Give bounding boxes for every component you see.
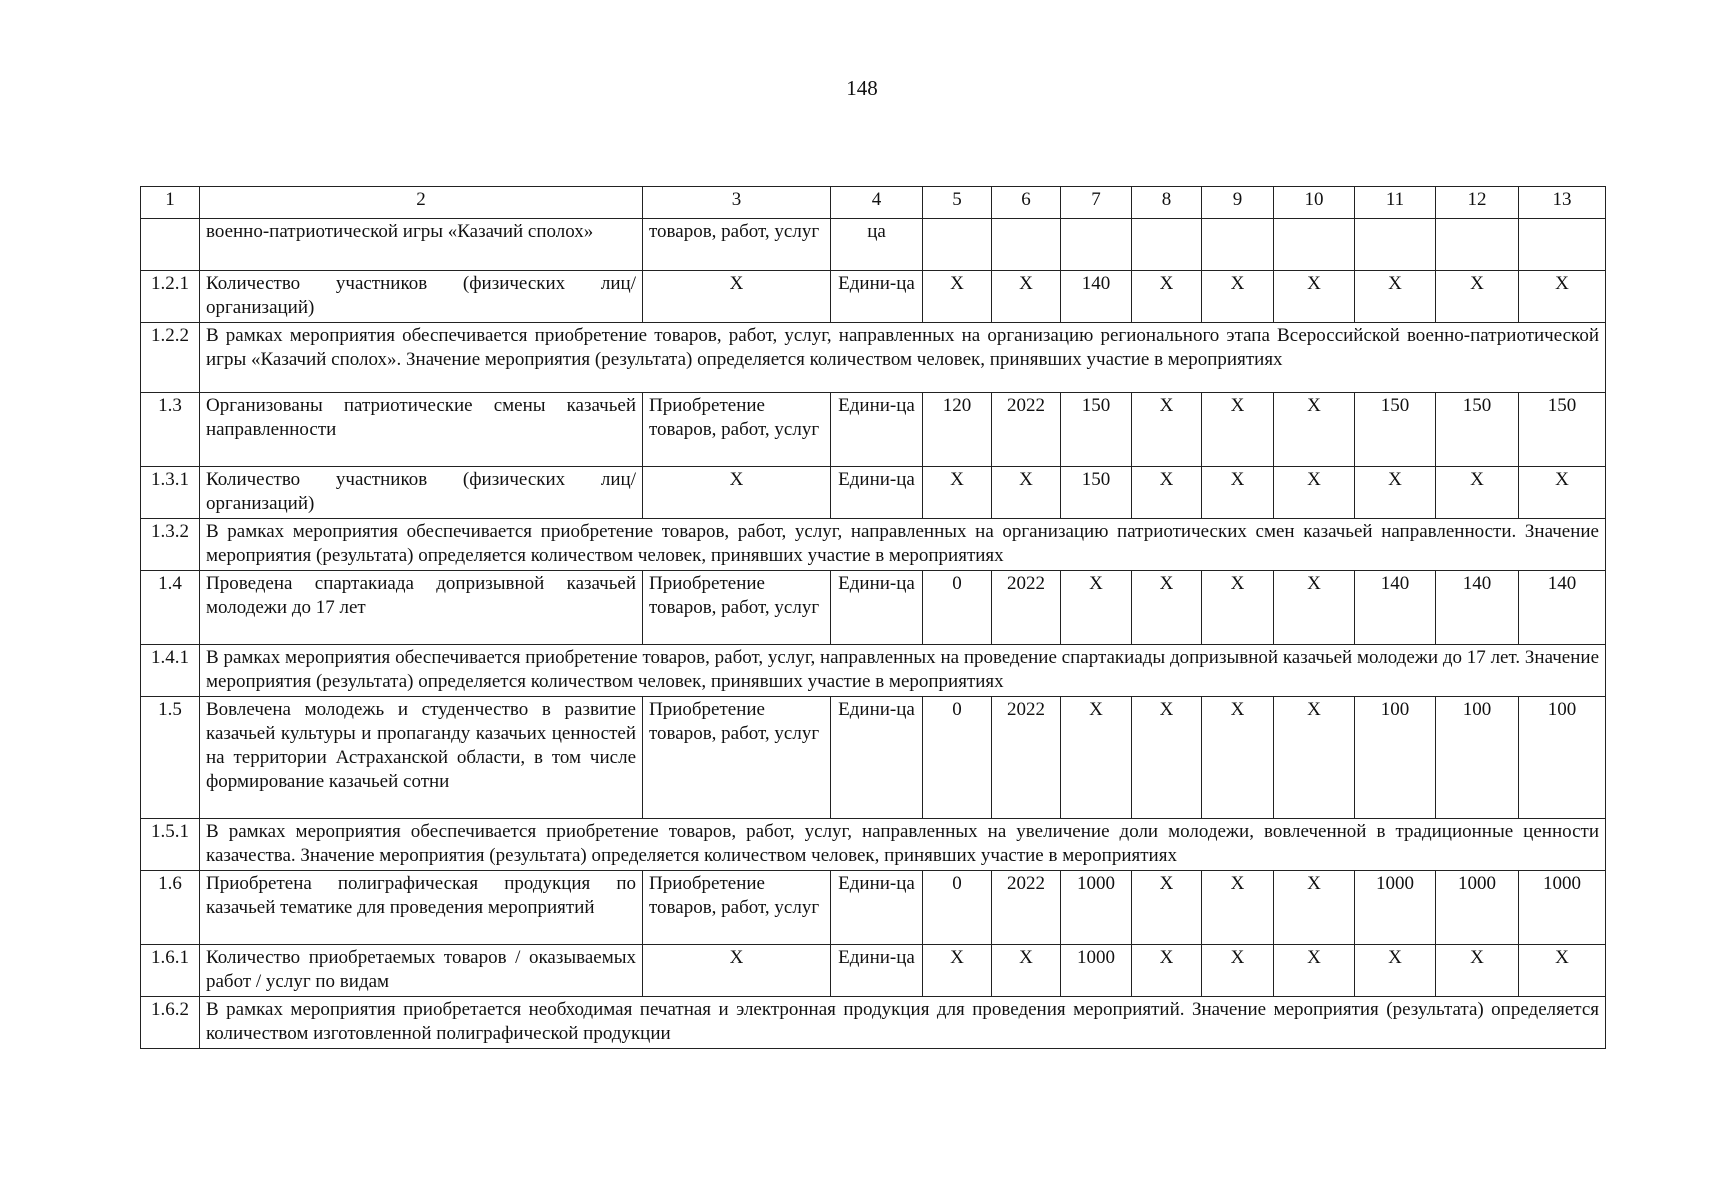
cell-c8: X bbox=[1132, 945, 1202, 997]
cell-c11: X bbox=[1355, 945, 1436, 997]
cell-c13 bbox=[1519, 219, 1606, 271]
cell-c10: X bbox=[1274, 271, 1355, 323]
cell-c12 bbox=[1436, 219, 1519, 271]
table-row bbox=[141, 219, 1606, 271]
table-row bbox=[141, 997, 1606, 1049]
cell-type: X bbox=[643, 467, 831, 519]
cell-name: Организованы патриотические смены казачьей направленности bbox=[200, 393, 643, 467]
page-number: 148 bbox=[846, 76, 878, 100]
cell-c9: X bbox=[1202, 271, 1274, 323]
cell-c8 bbox=[1132, 219, 1202, 271]
cell-c13: X bbox=[1519, 271, 1606, 323]
description-cell: В рамках мероприятия обеспечивается приобретение товаров, работ, услуг, направленных на организацию регионального этапа Всероссийской военно-патриотической игры «Казачий сполох». Значение мероприятия (результата) определяется количеством человек, принявших участие в мероприятиях bbox=[200, 323, 1606, 393]
header-cell-13: 13 bbox=[1519, 187, 1606, 219]
cell-unit: ца bbox=[831, 219, 923, 271]
cell-c11: 100 bbox=[1355, 697, 1436, 819]
table-row bbox=[141, 871, 1606, 945]
cell-num: 1.3.1 bbox=[141, 467, 200, 519]
header-cell-4: 4 bbox=[831, 187, 923, 219]
cell-unit: Едини-ца bbox=[831, 571, 923, 645]
cell-c12: 100 bbox=[1436, 697, 1519, 819]
cell-c12: 140 bbox=[1436, 571, 1519, 645]
cell-num: 1.3 bbox=[141, 393, 200, 467]
table-row bbox=[141, 271, 1606, 323]
header-cell-3: 3 bbox=[643, 187, 831, 219]
cell-name: Проведена спартакиада допризывной казачьей молодежи до 17 лет bbox=[200, 571, 643, 645]
cell-c13: X bbox=[1519, 467, 1606, 519]
cell-c11 bbox=[1355, 219, 1436, 271]
cell-c8: X bbox=[1132, 571, 1202, 645]
cell-c5: 0 bbox=[923, 571, 992, 645]
cell-name: Количество приобретаемых товаров / оказываемых работ / услуг по видам bbox=[200, 945, 643, 997]
cell-c10 bbox=[1274, 219, 1355, 271]
cell-c5: X bbox=[923, 271, 992, 323]
row-number: 1.5.1 bbox=[141, 819, 200, 871]
cell-c7: 140 bbox=[1061, 271, 1132, 323]
cell-c7: 1000 bbox=[1061, 945, 1132, 997]
cell-c7: X bbox=[1061, 697, 1132, 819]
cell-unit: Едини-ца bbox=[831, 393, 923, 467]
table-row bbox=[141, 645, 1606, 697]
cell-num: 1.6.1 bbox=[141, 945, 200, 997]
row-number: 1.2.2 bbox=[141, 323, 200, 393]
cell-num: 1.2.1 bbox=[141, 271, 200, 323]
cell-c5: 120 bbox=[923, 393, 992, 467]
header-row bbox=[141, 187, 1606, 219]
cell-num: 1.4 bbox=[141, 571, 200, 645]
header-cell-2: 2 bbox=[200, 187, 643, 219]
cell-c11: 150 bbox=[1355, 393, 1436, 467]
row-number: 1.3.2 bbox=[141, 519, 200, 571]
header-cell-12: 12 bbox=[1436, 187, 1519, 219]
cell-unit: Едини-ца bbox=[831, 697, 923, 819]
cell-name: Вовлечена молодежь и студенчество в развитие казачьей культуры и пропаганду казачьих ценностей на территории Астраханской области, в том числе формирование казачьей сотни bbox=[200, 697, 643, 819]
header-cell-5: 5 bbox=[923, 187, 992, 219]
measures-table bbox=[140, 186, 1606, 1049]
cell-c9: X bbox=[1202, 871, 1274, 945]
cell-c11: X bbox=[1355, 467, 1436, 519]
cell-c5: X bbox=[923, 945, 992, 997]
cell-type: Приобретение товаров, работ, услуг bbox=[643, 871, 831, 945]
cell-c13: 150 bbox=[1519, 393, 1606, 467]
table-row bbox=[141, 393, 1606, 467]
cell-c6: 2022 bbox=[992, 871, 1061, 945]
cell-c12: X bbox=[1436, 467, 1519, 519]
cell-name: военно-патриотической игры «Казачий сполох» bbox=[200, 219, 643, 271]
header-cell-10: 10 bbox=[1274, 187, 1355, 219]
cell-c6 bbox=[992, 219, 1061, 271]
table-row bbox=[141, 819, 1606, 871]
cell-c13: X bbox=[1519, 945, 1606, 997]
cell-c8: X bbox=[1132, 467, 1202, 519]
cell-c9: X bbox=[1202, 393, 1274, 467]
row-number: 1.6.2 bbox=[141, 997, 200, 1049]
cell-c10: X bbox=[1274, 871, 1355, 945]
cell-c13: 140 bbox=[1519, 571, 1606, 645]
cell-unit: Едини-ца bbox=[831, 467, 923, 519]
cell-unit: Едини-ца bbox=[831, 871, 923, 945]
cell-type: Приобретение товаров, работ, услуг bbox=[643, 393, 831, 467]
cell-type: Приобретение товаров, работ, услуг bbox=[643, 697, 831, 819]
cell-c9: X bbox=[1202, 697, 1274, 819]
cell-c12: X bbox=[1436, 271, 1519, 323]
table-row bbox=[141, 467, 1606, 519]
cell-c6: 2022 bbox=[992, 393, 1061, 467]
cell-c13: 100 bbox=[1519, 697, 1606, 819]
table-row bbox=[141, 697, 1606, 819]
cell-c6: X bbox=[992, 945, 1061, 997]
cell-num bbox=[141, 219, 200, 271]
cell-c7: 1000 bbox=[1061, 871, 1132, 945]
cell-c9: X bbox=[1202, 571, 1274, 645]
cell-type: X bbox=[643, 945, 831, 997]
cell-name: Приобретена полиграфическая продукция по казачьей тематике для проведения мероприятий bbox=[200, 871, 643, 945]
cell-type: X bbox=[643, 271, 831, 323]
cell-c7: 150 bbox=[1061, 393, 1132, 467]
cell-c7: X bbox=[1061, 571, 1132, 645]
cell-num: 1.5 bbox=[141, 697, 200, 819]
cell-c9: X bbox=[1202, 945, 1274, 997]
cell-c10: X bbox=[1274, 393, 1355, 467]
cell-name: Количество участников (физических лиц/организаций) bbox=[200, 271, 643, 323]
header-cell-6: 6 bbox=[992, 187, 1061, 219]
cell-c8: X bbox=[1132, 697, 1202, 819]
table-row bbox=[141, 571, 1606, 645]
header-cell-8: 8 bbox=[1132, 187, 1202, 219]
header-cell-1: 1 bbox=[141, 187, 200, 219]
cell-c9 bbox=[1202, 219, 1274, 271]
cell-c6: 2022 bbox=[992, 697, 1061, 819]
table-row bbox=[141, 945, 1606, 997]
cell-c10: X bbox=[1274, 467, 1355, 519]
cell-c10: X bbox=[1274, 571, 1355, 645]
cell-c7: 150 bbox=[1061, 467, 1132, 519]
cell-c6: X bbox=[992, 467, 1061, 519]
cell-num: 1.6 bbox=[141, 871, 200, 945]
table-row bbox=[141, 519, 1606, 571]
cell-name: Количество участников (физических лиц/организаций) bbox=[200, 467, 643, 519]
cell-c12: X bbox=[1436, 945, 1519, 997]
description-cell: В рамках мероприятия обеспечивается приобретение товаров, работ, услуг, направленных на проведение спартакиады допризывной казачьей молодежи до 17 лет. Значение мероприятия (результата) определяется количеством человек, принявших участие в мероприятиях bbox=[200, 645, 1606, 697]
header-cell-9: 9 bbox=[1202, 187, 1274, 219]
cell-c8: X bbox=[1132, 393, 1202, 467]
description-cell: В рамках мероприятия обеспечивается приобретение товаров, работ, услуг, направленных на увеличение доли молодежи, вовлеченной в традиционные ценности казачества. Значение мероприятия (результата) определяется количеством человек, принявших участие в мероприятиях bbox=[200, 819, 1606, 871]
row-number: 1.4.1 bbox=[141, 645, 200, 697]
cell-c5 bbox=[923, 219, 992, 271]
cell-c5: X bbox=[923, 467, 992, 519]
cell-unit: Едини-ца bbox=[831, 945, 923, 997]
cell-c7 bbox=[1061, 219, 1132, 271]
cell-c5: 0 bbox=[923, 871, 992, 945]
cell-type: товаров, работ, услуг bbox=[643, 219, 831, 271]
cell-c11: X bbox=[1355, 271, 1436, 323]
header-cell-11: 11 bbox=[1355, 187, 1436, 219]
description-cell: В рамках мероприятия обеспечивается приобретение товаров, работ, услуг, направленных на организацию патриотических смен казачьей направленности. Значение мероприятия (результата) определяется количеством человек, принявших участие в мероприятиях bbox=[200, 519, 1606, 571]
cell-c12: 150 bbox=[1436, 393, 1519, 467]
cell-c12: 1000 bbox=[1436, 871, 1519, 945]
cell-c6: X bbox=[992, 271, 1061, 323]
description-cell: В рамках мероприятия приобретается необходимая печатная и электронная продукция для проведения мероприятий. Значение мероприятия (результата) определяется количеством изготовленной полиграфической продукции bbox=[200, 997, 1606, 1049]
cell-c11: 140 bbox=[1355, 571, 1436, 645]
header-cell-7: 7 bbox=[1061, 187, 1132, 219]
cell-c8: X bbox=[1132, 871, 1202, 945]
cell-c5: 0 bbox=[923, 697, 992, 819]
cell-c10: X bbox=[1274, 945, 1355, 997]
cell-c6: 2022 bbox=[992, 571, 1061, 645]
cell-c10: X bbox=[1274, 697, 1355, 819]
cell-c8: X bbox=[1132, 271, 1202, 323]
cell-c13: 1000 bbox=[1519, 871, 1606, 945]
cell-unit: Едини-ца bbox=[831, 271, 923, 323]
cell-c9: X bbox=[1202, 467, 1274, 519]
cell-c11: 1000 bbox=[1355, 871, 1436, 945]
cell-type: Приобретение товаров, работ, услуг bbox=[643, 571, 831, 645]
table-row bbox=[141, 323, 1606, 393]
